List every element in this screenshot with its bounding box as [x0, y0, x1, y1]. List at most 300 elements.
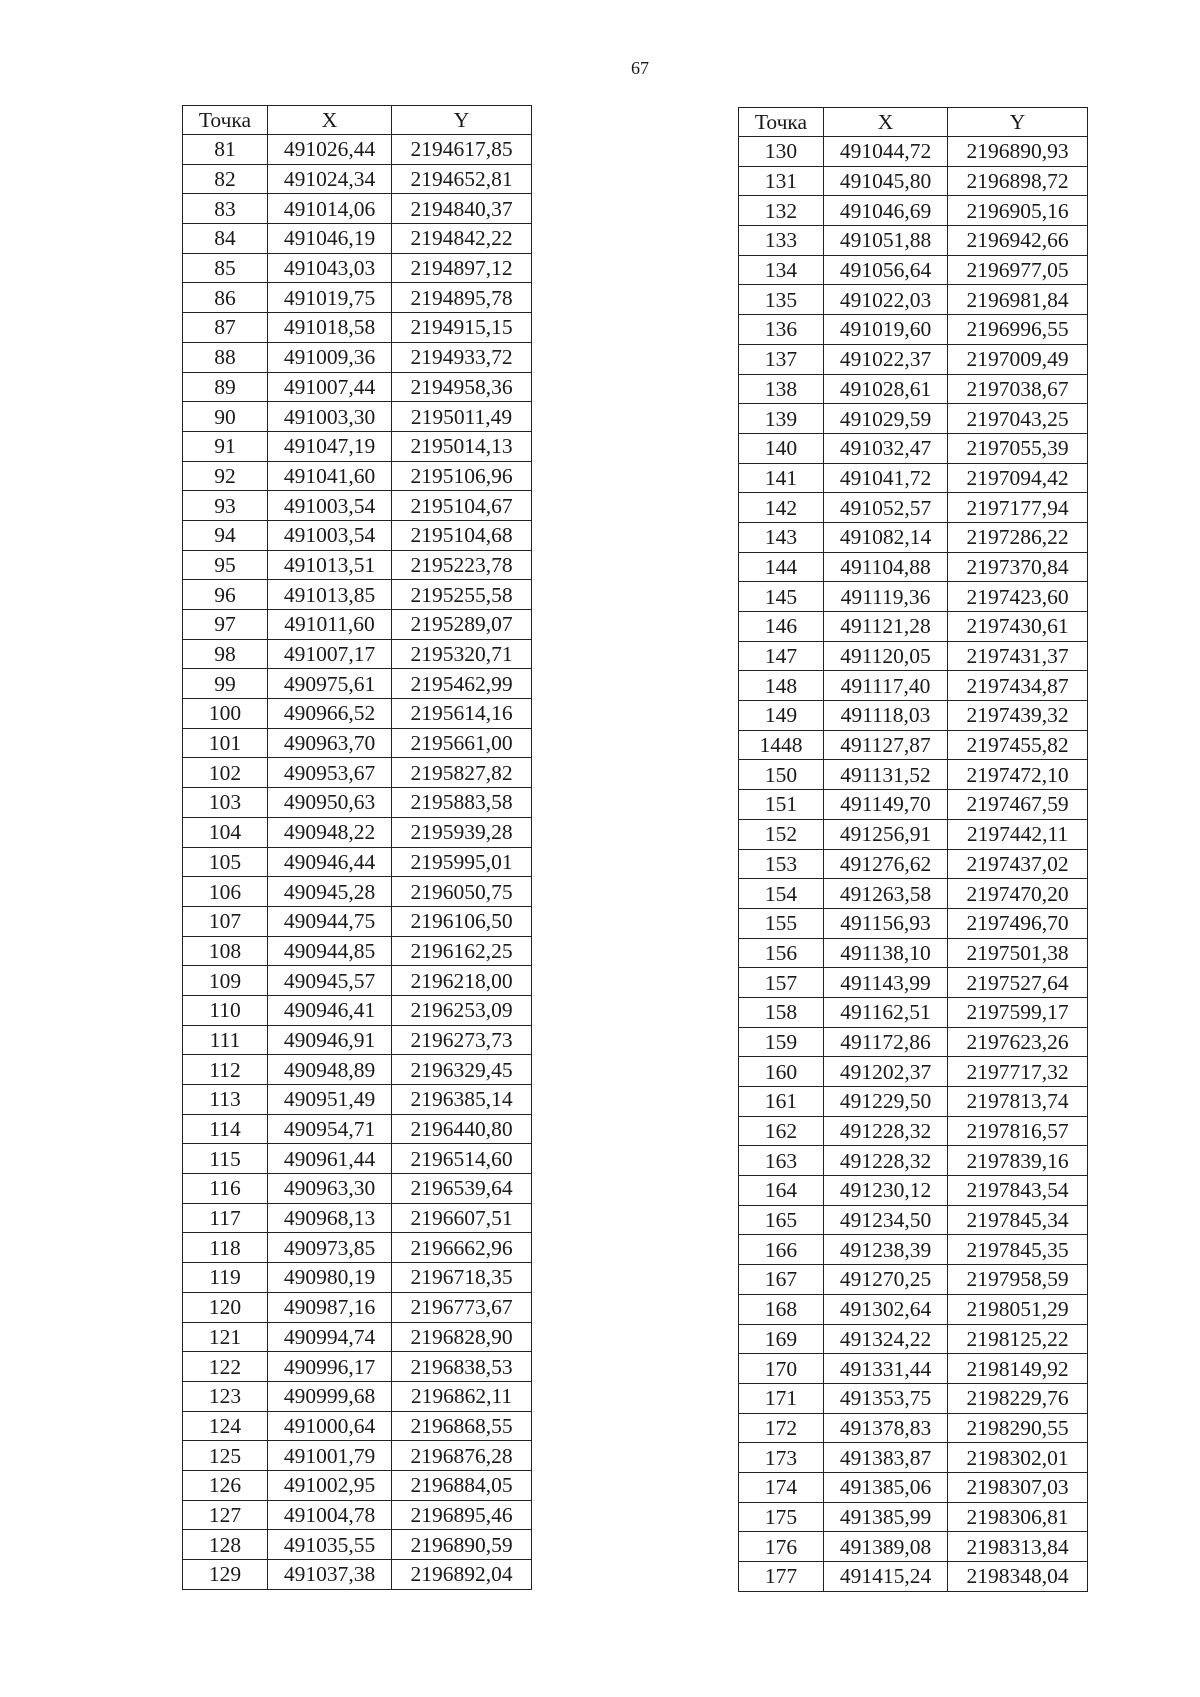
- table-row: [739, 968, 1088, 998]
- cell-x: 491234,50: [824, 1205, 948, 1235]
- table-row: [739, 1324, 1088, 1354]
- cell-point: 103: [183, 788, 268, 818]
- cell-y: 2197623,26: [948, 1027, 1088, 1057]
- cell-point: 171: [739, 1383, 824, 1413]
- table-row: [739, 1502, 1088, 1532]
- cell-x: 491043,03: [268, 253, 392, 283]
- table-row: [183, 1292, 532, 1322]
- cell-y: 2196905,16: [948, 196, 1088, 226]
- cell-x: 490975,61: [268, 669, 392, 699]
- cell-point: 91: [183, 431, 268, 461]
- table-row: [739, 522, 1088, 552]
- cell-point: 148: [739, 671, 824, 701]
- cell-y: 2196162,25: [392, 936, 532, 966]
- table-row: [739, 997, 1088, 1027]
- cell-point: 138: [739, 374, 824, 404]
- table-row: [739, 1146, 1088, 1176]
- cell-y: 2195462,99: [392, 669, 532, 699]
- table-row: [739, 404, 1088, 434]
- cell-x: 491202,37: [824, 1057, 948, 1087]
- table-row: [739, 819, 1088, 849]
- cell-point: 129: [183, 1560, 268, 1590]
- cell-point: 125: [183, 1441, 268, 1471]
- cell-x: 491385,06: [824, 1472, 948, 1502]
- cell-point: 130: [739, 137, 824, 167]
- cell-x: 491302,64: [824, 1294, 948, 1324]
- cell-y: 2195014,13: [392, 431, 532, 461]
- table-row: [183, 135, 532, 165]
- cell-x: 491238,39: [824, 1235, 948, 1265]
- cell-y: 2197813,74: [948, 1087, 1088, 1117]
- cell-x: 491156,93: [824, 908, 948, 938]
- cell-x: 491003,54: [268, 491, 392, 521]
- table-row: [739, 671, 1088, 701]
- cell-point: 117: [183, 1203, 268, 1233]
- cell-x: 491045,80: [824, 166, 948, 196]
- cell-point: 169: [739, 1324, 824, 1354]
- cell-y: 2194840,37: [392, 194, 532, 224]
- cell-x: 490973,85: [268, 1233, 392, 1263]
- cell-point: 98: [183, 639, 268, 669]
- page-number: 67: [631, 58, 649, 78]
- table-header-row: [739, 108, 1088, 137]
- cell-y: 2197094,42: [948, 463, 1088, 493]
- table-row: [739, 493, 1088, 523]
- table-row: [739, 196, 1088, 226]
- cell-y: 2194915,15: [392, 313, 532, 343]
- cell-point: 167: [739, 1265, 824, 1295]
- cell-x: 490961,44: [268, 1144, 392, 1174]
- cell-point: 89: [183, 372, 268, 402]
- table-row: [183, 253, 532, 283]
- table-row: [739, 463, 1088, 493]
- cell-point: 116: [183, 1174, 268, 1204]
- cell-x: 491037,38: [268, 1560, 392, 1590]
- cell-point: 140: [739, 433, 824, 463]
- cell-y: 2196890,59: [392, 1530, 532, 1560]
- cell-x: 490951,49: [268, 1085, 392, 1115]
- cell-x: 491041,60: [268, 461, 392, 491]
- cell-point: 85: [183, 253, 268, 283]
- table-row: [183, 1381, 532, 1411]
- cell-y: 2196898,72: [948, 166, 1088, 196]
- cell-point: 110: [183, 995, 268, 1025]
- cell-y: 2195320,71: [392, 639, 532, 669]
- cell-point: 152: [739, 819, 824, 849]
- cell-point: 144: [739, 552, 824, 582]
- cell-x: 491127,87: [824, 730, 948, 760]
- cell-x: 491385,99: [824, 1502, 948, 1532]
- cell-y: 2196329,45: [392, 1055, 532, 1085]
- cell-point: 136: [739, 315, 824, 345]
- table-row: [739, 1027, 1088, 1057]
- cell-y: 2194895,78: [392, 283, 532, 313]
- cell-y: 2195104,68: [392, 520, 532, 550]
- table-row: [739, 1562, 1088, 1592]
- table-row: [739, 1472, 1088, 1502]
- cell-point: 124: [183, 1411, 268, 1441]
- cell-x: 491046,19: [268, 224, 392, 254]
- cell-y: 2197043,25: [948, 404, 1088, 434]
- table-row: [739, 879, 1088, 909]
- table-row: [739, 255, 1088, 285]
- table-row: [739, 582, 1088, 612]
- cell-x: 491228,32: [824, 1146, 948, 1176]
- cell-point: 82: [183, 164, 268, 194]
- cell-y: 2196884,05: [392, 1470, 532, 1500]
- cell-point: 104: [183, 817, 268, 847]
- cell-x: 491138,10: [824, 938, 948, 968]
- table-row: [183, 639, 532, 669]
- cell-point: 105: [183, 847, 268, 877]
- cell-y: 2197009,49: [948, 344, 1088, 374]
- cell-y: 2197527,64: [948, 968, 1088, 998]
- cell-x: 491119,36: [824, 582, 948, 612]
- cell-y: 2194933,72: [392, 342, 532, 372]
- cell-y: 2197437,02: [948, 849, 1088, 879]
- cell-point: 141: [739, 463, 824, 493]
- cell-y: 2197816,57: [948, 1116, 1088, 1146]
- cell-x: 490948,22: [268, 817, 392, 847]
- cell-point: 128: [183, 1530, 268, 1560]
- cell-y: 2196895,46: [392, 1500, 532, 1530]
- cell-y: 2198306,81: [948, 1502, 1088, 1532]
- cell-y: 2195106,96: [392, 461, 532, 491]
- cell-point: 84: [183, 224, 268, 254]
- cell-x: 491117,40: [824, 671, 948, 701]
- table-row: [739, 137, 1088, 167]
- table-row: [739, 612, 1088, 642]
- cell-x: 491013,85: [268, 580, 392, 610]
- cell-x: 490950,63: [268, 788, 392, 818]
- table-row: [183, 461, 532, 491]
- cell-point: 151: [739, 790, 824, 820]
- cell-x: 491011,60: [268, 610, 392, 640]
- cell-y: 2196890,93: [948, 137, 1088, 167]
- cell-point: 100: [183, 699, 268, 729]
- cell-x: 491019,75: [268, 283, 392, 313]
- table-row: [739, 1294, 1088, 1324]
- cell-y: 2195995,01: [392, 847, 532, 877]
- cell-x: 491162,51: [824, 997, 948, 1027]
- cell-point: 159: [739, 1027, 824, 1057]
- table-row: [183, 758, 532, 788]
- cell-y: 2197455,82: [948, 730, 1088, 760]
- cell-x: 490994,74: [268, 1322, 392, 1352]
- table-row: [183, 966, 532, 996]
- cell-y: 2197472,10: [948, 760, 1088, 790]
- table-row: [183, 1025, 532, 1055]
- cell-y: 2195614,16: [392, 699, 532, 729]
- cell-x: 491256,91: [824, 819, 948, 849]
- cell-y: 2196996,55: [948, 315, 1088, 345]
- table-row: [183, 1411, 532, 1441]
- cell-point: 113: [183, 1085, 268, 1115]
- cell-point: 127: [183, 1500, 268, 1530]
- cell-y: 2197430,61: [948, 612, 1088, 642]
- cell-point: 115: [183, 1144, 268, 1174]
- cell-x: 491019,60: [824, 315, 948, 345]
- cell-point: 134: [739, 255, 824, 285]
- cell-y: 2197286,22: [948, 522, 1088, 552]
- cell-point: 163: [739, 1146, 824, 1176]
- cell-point: 86: [183, 283, 268, 313]
- cell-x: 491003,54: [268, 520, 392, 550]
- table-row: [739, 226, 1088, 256]
- cell-y: 2195104,67: [392, 491, 532, 521]
- cell-x: 491026,44: [268, 135, 392, 165]
- cell-point: 176: [739, 1532, 824, 1562]
- cell-point: 165: [739, 1205, 824, 1235]
- cell-y: 2196440,80: [392, 1114, 532, 1144]
- cell-x: 491022,37: [824, 344, 948, 374]
- cell-y: 2198290,55: [948, 1413, 1088, 1443]
- header-x: X: [824, 108, 948, 137]
- cell-y: 2196514,60: [392, 1144, 532, 1174]
- cell-y: 2197717,32: [948, 1057, 1088, 1087]
- table-row: [183, 788, 532, 818]
- table-body-left: [183, 135, 532, 1590]
- cell-y: 2194897,12: [392, 253, 532, 283]
- cell-x: 491270,25: [824, 1265, 948, 1295]
- cell-point: 118: [183, 1233, 268, 1263]
- cell-point: 123: [183, 1381, 268, 1411]
- table-row: [739, 730, 1088, 760]
- table-row: [183, 224, 532, 254]
- table-row: [183, 431, 532, 461]
- table-row: [183, 728, 532, 758]
- table-row: [183, 402, 532, 432]
- cell-point: 121: [183, 1322, 268, 1352]
- cell-y: 2195223,78: [392, 550, 532, 580]
- cell-x: 490953,67: [268, 758, 392, 788]
- cell-x: 491018,58: [268, 313, 392, 343]
- cell-y: 2194617,85: [392, 135, 532, 165]
- cell-point: 143: [739, 522, 824, 552]
- table-row: [183, 1174, 532, 1204]
- cell-x: 491009,36: [268, 342, 392, 372]
- table-row: [739, 641, 1088, 671]
- table-row: [739, 374, 1088, 404]
- cell-x: 490996,17: [268, 1352, 392, 1382]
- table-row: [183, 1263, 532, 1293]
- cell-point: 146: [739, 612, 824, 642]
- cell-point: 101: [183, 728, 268, 758]
- cell-point: 157: [739, 968, 824, 998]
- cell-x: 490945,28: [268, 877, 392, 907]
- cell-x: 490980,19: [268, 1263, 392, 1293]
- cell-x: 491000,64: [268, 1411, 392, 1441]
- table-row: [183, 194, 532, 224]
- cell-point: 173: [739, 1443, 824, 1473]
- cell-y: 2196385,14: [392, 1085, 532, 1115]
- table-row: [183, 877, 532, 907]
- cell-y: 2196607,51: [392, 1203, 532, 1233]
- cell-point: 122: [183, 1352, 268, 1382]
- cell-y: 2197177,94: [948, 493, 1088, 523]
- cell-y: 2197442,11: [948, 819, 1088, 849]
- cell-x: 491014,06: [268, 194, 392, 224]
- table-row: [183, 1055, 532, 1085]
- cell-y: 2196868,55: [392, 1411, 532, 1441]
- cell-x: 491046,69: [824, 196, 948, 226]
- cell-x: 491007,17: [268, 639, 392, 669]
- cell-y: 2196253,09: [392, 995, 532, 1025]
- cell-x: 490948,89: [268, 1055, 392, 1085]
- cell-x: 490946,91: [268, 1025, 392, 1055]
- table-row: [183, 669, 532, 699]
- cell-point: 174: [739, 1472, 824, 1502]
- table-row: [183, 1352, 532, 1382]
- table-row: [183, 1322, 532, 1352]
- cell-x: 491149,70: [824, 790, 948, 820]
- cell-x: 491230,12: [824, 1176, 948, 1206]
- cell-y: 2197845,35: [948, 1235, 1088, 1265]
- table-row: [739, 1532, 1088, 1562]
- cell-point: 111: [183, 1025, 268, 1055]
- cell-y: 2197423,60: [948, 582, 1088, 612]
- cell-point: 108: [183, 936, 268, 966]
- cell-point: 158: [739, 997, 824, 1027]
- cell-x: 490963,70: [268, 728, 392, 758]
- cell-point: 92: [183, 461, 268, 491]
- table-row: [739, 552, 1088, 582]
- table-row: [739, 1383, 1088, 1413]
- table-row: [183, 164, 532, 194]
- table-row: [739, 433, 1088, 463]
- cell-point: 119: [183, 1263, 268, 1293]
- cell-y: 2197958,59: [948, 1265, 1088, 1295]
- cell-x: 491378,83: [824, 1413, 948, 1443]
- cell-y: 2197845,34: [948, 1205, 1088, 1235]
- cell-x: 491131,52: [824, 760, 948, 790]
- cell-y: 2197496,70: [948, 908, 1088, 938]
- table-row: [739, 1205, 1088, 1235]
- cell-y: 2197055,39: [948, 433, 1088, 463]
- cell-x: 491003,30: [268, 402, 392, 432]
- table-row: [739, 1443, 1088, 1473]
- table-row: [739, 1176, 1088, 1206]
- table-row: [183, 550, 532, 580]
- cell-x: 491047,19: [268, 431, 392, 461]
- table-row: [183, 699, 532, 729]
- cell-x: 490945,57: [268, 966, 392, 996]
- cell-point: 133: [739, 226, 824, 256]
- cell-y: 2196838,53: [392, 1352, 532, 1382]
- table-row: [739, 285, 1088, 315]
- cell-x: 491353,75: [824, 1383, 948, 1413]
- cell-y: 2198313,84: [948, 1532, 1088, 1562]
- header-y: Y: [392, 106, 532, 135]
- table-row: [739, 1116, 1088, 1146]
- cell-y: 2197467,59: [948, 790, 1088, 820]
- cell-point: 107: [183, 906, 268, 936]
- table-row: [183, 610, 532, 640]
- cell-x: 491004,78: [268, 1500, 392, 1530]
- table-row: [183, 342, 532, 372]
- table-row: [739, 938, 1088, 968]
- cell-point: 153: [739, 849, 824, 879]
- cell-y: 2198307,03: [948, 1472, 1088, 1502]
- cell-point: 126: [183, 1470, 268, 1500]
- cell-y: 2197439,32: [948, 701, 1088, 731]
- table-row: [739, 344, 1088, 374]
- cell-point: 161: [739, 1087, 824, 1117]
- cell-y: 2196862,11: [392, 1381, 532, 1411]
- cell-x: 491120,05: [824, 641, 948, 671]
- cell-y: 2197599,17: [948, 997, 1088, 1027]
- table-row: [183, 906, 532, 936]
- table-row: [183, 1144, 532, 1174]
- cell-point: 164: [739, 1176, 824, 1206]
- table-row: [183, 520, 532, 550]
- cell-y: 2196773,67: [392, 1292, 532, 1322]
- cell-point: 131: [739, 166, 824, 196]
- cell-x: 491044,72: [824, 137, 948, 167]
- cell-point: 160: [739, 1057, 824, 1087]
- cell-y: 2195939,28: [392, 817, 532, 847]
- cell-y: 2195661,00: [392, 728, 532, 758]
- cell-x: 491051,88: [824, 226, 948, 256]
- cell-point: 81: [183, 135, 268, 165]
- cell-x: 491041,72: [824, 463, 948, 493]
- table-row: [739, 1235, 1088, 1265]
- cell-x: 490946,44: [268, 847, 392, 877]
- cell-point: 99: [183, 669, 268, 699]
- table-row: [183, 817, 532, 847]
- cell-y: 2195883,58: [392, 788, 532, 818]
- cell-point: 106: [183, 877, 268, 907]
- cell-x: 491022,03: [824, 285, 948, 315]
- cell-y: 2196662,96: [392, 1233, 532, 1263]
- cell-point: 154: [739, 879, 824, 909]
- header-point: Точка: [739, 108, 824, 137]
- cell-y: 2197470,20: [948, 879, 1088, 909]
- cell-point: 149: [739, 701, 824, 731]
- cell-y: 2198229,76: [948, 1383, 1088, 1413]
- cell-y: 2195011,49: [392, 402, 532, 432]
- table-row: [183, 1233, 532, 1263]
- cell-y: 2197501,38: [948, 938, 1088, 968]
- cell-point: 155: [739, 908, 824, 938]
- table-row: [739, 1413, 1088, 1443]
- table-row: [739, 1087, 1088, 1117]
- cell-point: 177: [739, 1562, 824, 1592]
- cell-x: 491024,34: [268, 164, 392, 194]
- cell-x: 491228,32: [824, 1116, 948, 1146]
- cell-point: 120: [183, 1292, 268, 1322]
- cell-y: 2197038,67: [948, 374, 1088, 404]
- cell-y: 2196977,05: [948, 255, 1088, 285]
- cell-y: 2196828,90: [392, 1322, 532, 1352]
- table-header-row: [183, 106, 532, 135]
- header-point: Точка: [183, 106, 268, 135]
- table-row: [739, 760, 1088, 790]
- coordinates-table-left: [182, 105, 532, 1590]
- table-row: [183, 283, 532, 313]
- cell-x: 491324,22: [824, 1324, 948, 1354]
- table-row: [183, 1530, 532, 1560]
- cell-y: 2197370,84: [948, 552, 1088, 582]
- cell-point: 170: [739, 1354, 824, 1384]
- cell-y: 2198348,04: [948, 1562, 1088, 1592]
- cell-x: 490944,85: [268, 936, 392, 966]
- cell-point: 147: [739, 641, 824, 671]
- cell-x: 490963,30: [268, 1174, 392, 1204]
- cell-y: 2196050,75: [392, 877, 532, 907]
- cell-x: 491172,86: [824, 1027, 948, 1057]
- cell-point: 88: [183, 342, 268, 372]
